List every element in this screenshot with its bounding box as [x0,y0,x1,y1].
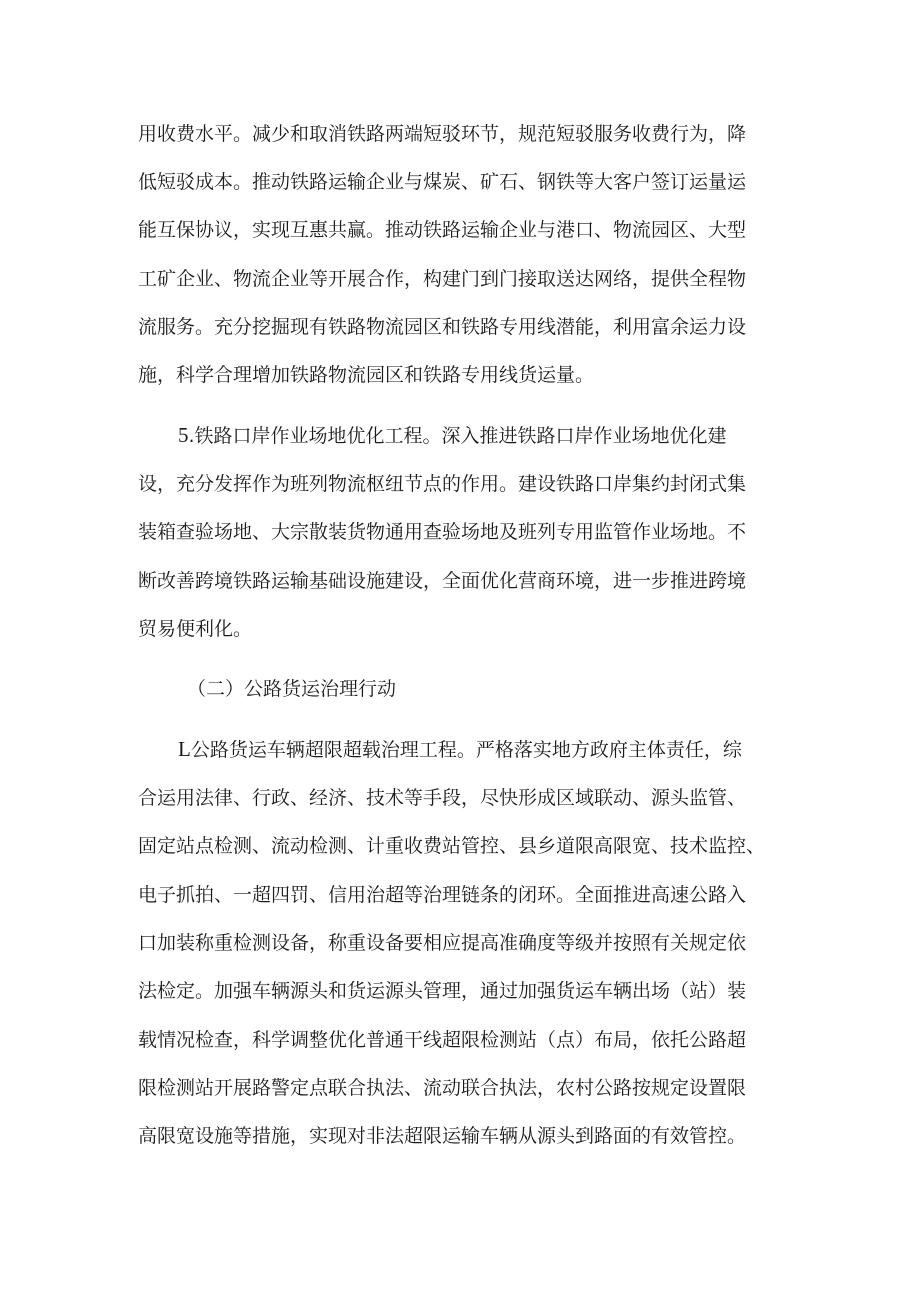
item-number: 5 [178,423,189,447]
text-line: 高限宽设施等措施，实现对非法超限运输车辆从源头到路面的有效管控。 [138,1125,747,1147]
text-line [178,424,727,446]
text-line: 口加装称重检测设备，称重设备要相应提高准确度等级并按照有关规定依 [138,932,747,954]
text-line: 施，科学合理增加铁路物流园区和铁路专用线货运量。 [138,364,595,386]
text-line: 载情况检查，科学调整优化普通干线超限检测站（点）布局，依托公路超 [138,1029,747,1051]
text-line: 电子抓拍、一超四罚、信用治超等治理链条的闭环。全面推进高速公路入 [138,884,747,906]
text-line: 限检测站开展路警定点联合执法、流动联合执法，农村公路按规定设置限 [138,1077,747,1099]
text-line: 断改善跨境铁路运输基础设施建设，全面优化营商环境，进一步推进跨境 [138,570,747,592]
item-number: L [178,737,191,761]
text-line: 法检定。加强车辆源头和货运源头管理，通过加强货运车辆出场（站）装 [138,980,747,1002]
item-title-text: .铁路口岸作业场地优化工程。深入推进铁路口岸作业场地优化建 [188,425,727,447]
item-title-text: 公路货运车辆超限超载治理工程。严格落实地方政府主体责任，综 [190,739,742,761]
text-line: 低短驳成本。推动铁路运输企业与煤炭、矿石、钢铁等大客户签订运量运 [138,171,747,193]
text-line: 设，充分发挥作为班列物流枢纽节点的作用。建设铁路口岸集约封闭式集 [138,473,747,495]
text-line: 流服务。充分挖掘现有铁路物流园区和铁路专用线潜能，利用富余运力设 [138,316,747,338]
text-line: 能互保协议，实现互惠共赢。推动铁路运输企业与港口、物流园区、大型 [138,219,747,241]
text-line: 固定站点检测、流动检测、计重收费站管控、县乡道限高限宽、技术监控、 [138,835,766,857]
text-line: 工矿企业、物流企业等开展合作，构建门到门接取送达网络，提供全程物 [138,268,747,290]
text-line: 用收费水平。减少和取消铁路两端短驳环节，规范短驳服务收费行为，降 [138,123,747,145]
text-line: 合运用法律、行政、经济、技术等手段，尽快形成区域联动、源头监管、 [138,787,747,809]
text-line [178,738,742,760]
text-line: 装箱查验场地、大宗散装货物通用查验场地及班列专用监管作业场地。不 [138,521,747,543]
text-line: 贸易便利化。 [138,618,253,640]
section-heading: （二）公路货运治理行动 [187,678,397,700]
